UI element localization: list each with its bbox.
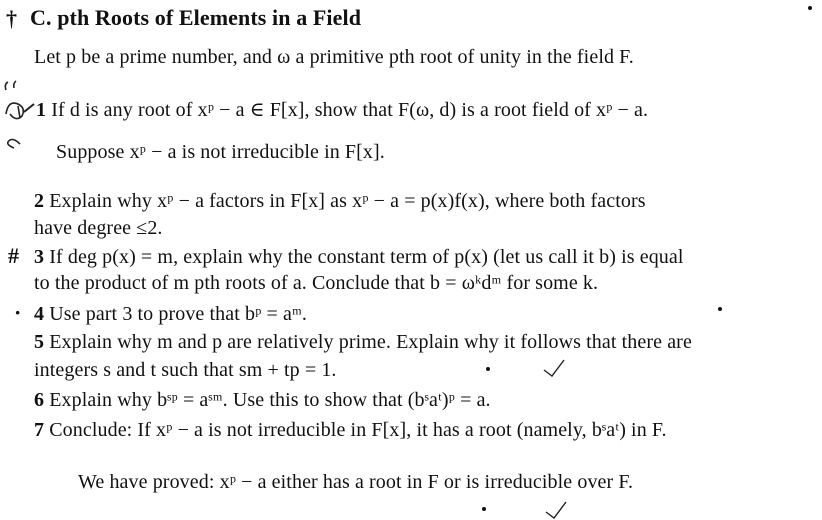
- item-text: Conclude: If xᵖ − a is not irreducible in F[x], it has a root (namely, bˢaᵗ) in F.: [49, 419, 667, 441]
- hash-margin-mark: #: [8, 243, 19, 268]
- dagger-marker: †: [6, 6, 17, 31]
- item-text: If d is any root of xᵖ − a ∈ F[x], show that F(ω, d) is a root field of xᵖ − a.: [51, 99, 649, 121]
- exercise-item-6: [34, 388, 491, 412]
- item-text: Explain why bˢᵖ = aˢᵐ. Use this to show that (bˢaᵗ)ᵖ = a.: [49, 389, 491, 411]
- item-text: Explain why xᵖ − a factors in F[x] as xᵖ − a = p(x)f(x), where both factors: [49, 190, 646, 212]
- item-number: 7: [34, 419, 45, 441]
- section-intro: Let p be a prime number, and ω a primitive pth root of unity in the field F.: [34, 46, 634, 68]
- scan-speck: [808, 6, 812, 10]
- exercise-item-2-cont: have degree ≤2.: [34, 217, 163, 239]
- conclusion-line: We have proved: xᵖ − a either has a root in F or is irreducible over F.: [78, 471, 634, 493]
- exercise-item-5-cont: integers s and t such that sm + tp = 1.: [34, 359, 337, 381]
- item-number: 6: [34, 389, 45, 411]
- exercise-item-7: [34, 418, 667, 442]
- exercise-item-3: [34, 245, 684, 269]
- exercise-item-1: [36, 98, 648, 122]
- item-text: If deg p(x) = m, explain why the constant term of p(x) (let us call it b) is equal: [49, 246, 684, 268]
- exercise-item-5: [34, 330, 692, 354]
- bullet-margin-mark: ·: [14, 300, 22, 325]
- exercise-item-2: [34, 189, 646, 213]
- exercise-item-4: [34, 302, 307, 326]
- supposition-line: Suppose xᵖ − a is not irreducible in F[x].: [56, 141, 385, 163]
- item-number: 4: [34, 303, 45, 325]
- scan-speck: [718, 307, 722, 311]
- item-text: Explain why m and p are relatively prime. Explain why it follows that there are: [49, 331, 692, 353]
- item-text: Use part 3 to prove that bᵖ = aᵐ.: [49, 303, 307, 325]
- section-title: C. pth Roots of Elements in a Field: [30, 5, 362, 30]
- exercise-item-3-cont: to the product of m pth roots of a. Conclude that b = ωᵏdᵐ for some k.: [34, 272, 599, 294]
- item-number: 2: [34, 190, 45, 212]
- item-number: 1: [36, 99, 47, 121]
- scan-speck: [486, 367, 490, 371]
- pencil-tick: [540, 356, 570, 380]
- pencil-tick: [542, 498, 572, 520]
- scan-speck: [482, 507, 486, 511]
- handwritten-scribble: [0, 78, 48, 168]
- item-number: 3: [34, 246, 45, 268]
- item-number: 5: [34, 331, 45, 353]
